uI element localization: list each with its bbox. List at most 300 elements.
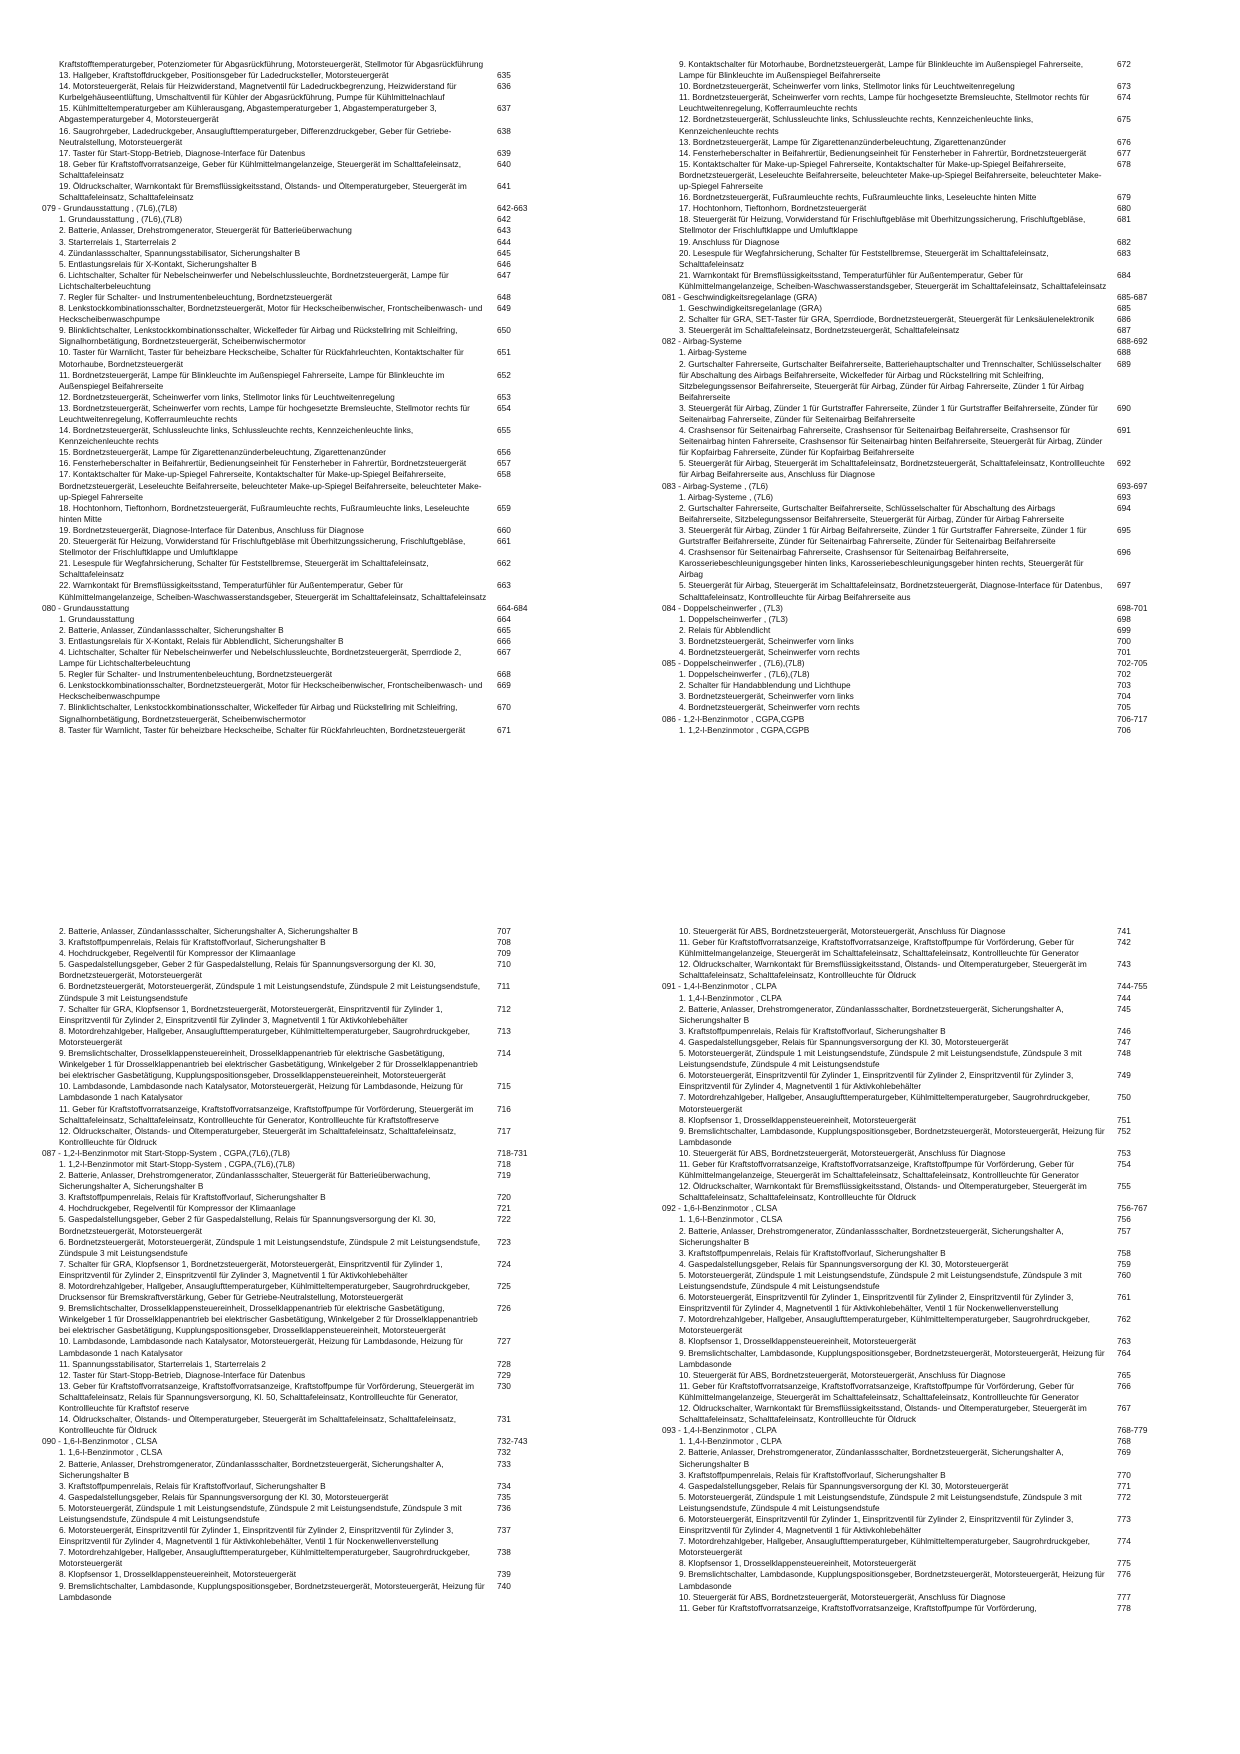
toc-entry-page: 676 [1117,136,1131,147]
toc-entry [42,1081,542,1103]
toc-entry-title: 5. Motorsteuergerät, Zündspule 1 mit Leistungsendstufe, Zündspule 2 mit Leistungsendstufe, Zündspule 3 mit Leistungsendstufe, Zündspule 4 mit Leistungsendstufe [679,1048,1082,1070]
toc-section-heading [42,203,542,214]
toc-entry-title: 12. Öldruckschalter, Warnkontakt für Bremsflüssigkeitsstand, Ölstands- und Öltemperaturgeber, Steuergerät im Schalttafeleinsatz, Schalttafeleinsatz, Kontrollleuchte für Öldruck [679,1403,1087,1425]
toc-entry-title: 1. Grundausstattung , (7L6),(7L8) [59,214,183,225]
toc-entry-title: 15. Kontaktschalter für Make-up-Spiegel Fahrerseite, Kontaktschalter für Make-up-Spiegel Beifahrerseite, Bordnetzsteuergerät, Leseleuchte Beifahrerseite, beleuchteter Make-up-Spiegel Beifahrerseite, beleuchteter Make-up-Spiegel Fahrerseite [679,158,1102,192]
toc-column-top-right [662,59,1162,736]
toc-entry-page: 681 [1117,214,1131,225]
toc-entry-page: 673 [1117,81,1131,92]
toc-entry-page: 726 [497,1303,511,1314]
toc-entry-title: 5. Gaspedalstellungsgeber, Geber 2 für Gaspedalstellung, Relais für Spannungsversorgung der Kl. 30, Bordnetzsteuergerät, Motorsteuergerät [59,959,436,981]
toc-entry [42,503,542,525]
toc-entry [662,647,1162,658]
toc-entry-title: 4. Hochdruckgeber, Regelventil für Kompressor der Klimaanlage [59,948,296,959]
toc-entry-title: 4. Bordnetzsteuergerät, Scheinwerfer vorn rechts [679,646,860,657]
toc-entry-title: 16. Saugrohrgeber, Ladedruckgeber, Ansauglufttemperaturgeber, Differenzdruckgeber, Geber für Getriebe-Neutralstellung, Motorsteuergerät [59,125,452,147]
toc-entry-page: 695 [1117,524,1131,535]
toc-entry [42,1459,542,1481]
toc-entry-title: 4. Zündanlassschalter, Spannungsstabilisator, Sicherungshalter B [59,247,301,258]
toc-entry-page: 653 [497,391,511,402]
toc-entry-page: 672 [1117,59,1131,69]
toc-entry [662,1270,1162,1292]
toc-entry [662,1492,1162,1514]
toc-entry [42,347,542,369]
toc-entry-page: 657 [497,458,511,469]
toc-entry [662,1470,1162,1481]
toc-entry-title: 17. Taster für Start-Stopp-Betrieb, Diagnose-Interface für Datenbus [59,147,306,158]
toc-entry-title: 3. Steuergerät im Schalttafeleinsatz, Bordnetzsteuergerät, Schalttafeleinsatz [679,325,960,336]
toc-entry-page: 684 [1117,269,1131,280]
toc-entry-page: 740 [497,1580,511,1591]
toc-entry-title: 8. Klopfsensor 1, Drosselklappensteuereinheit, Motorsteuergerät [679,1336,917,1347]
toc-entry [662,1037,1162,1048]
toc-entry-page: 723 [497,1236,511,1247]
toc-section-heading [662,336,1162,347]
toc-entry [42,1004,542,1026]
toc-entry [42,937,542,948]
toc-entry-title: 9. Bremslichtschalter, Lambdasonde, Kupplungspositionsgeber, Bordnetzsteuergerät, Motorsteuergerät, Heizung für Lambdasonde [679,1125,1105,1147]
toc-entry [662,1214,1162,1225]
toc-entry-title: 13. Geber für Kraftstoffvorratsanzeige, Kraftstoffvorratsanzeige, Kraftstoffpumpe für Vorförderung, Steuergerät im Schalttafeleinsatz, Relais für Spannungsversorgung, Kl. 50, Schalttafeleinsatz, Kontrollleuchte für Generator, Kontrollleuchte für Kraftstof reserve [59,1380,475,1414]
toc-entry-title: 5. Gaspedalstellungsgeber, Geber 2 für Gaspedalstellung, Relais für Spannungsversorgung der Kl. 30, Bordnetzsteuergerät, Motorsteuergerät [59,1214,436,1236]
toc-entry-title: 20. Lesespule für Wegfahrsicherung, Schalter für Feststellbremse, Steuergerät im Schalttafeleinsatz, Schalttafeleinsatz [679,247,1049,269]
toc-entry-title: 10. Steuergerät für ABS, Bordnetzsteuergerät, Motorsteuergerät, Anschluss für Diagnose [679,1147,1006,1158]
toc-entry [42,614,542,625]
toc-entry [662,926,1162,937]
toc-entry-page: 722 [497,1214,511,1225]
toc-entry-page: 668 [497,669,511,680]
toc-entry-page: 718-731 [497,1147,528,1158]
toc-entry [662,314,1162,325]
toc-entry-page: 743 [1117,959,1131,970]
toc-section-heading [662,714,1162,725]
toc-entry [662,1004,1162,1026]
toc-entry-title: 10. Taster für Warnlicht, Taster für beheizbare Heckscheibe, Schalter für Rückfahrleuchten, Kontaktschalter für Motorhaube, Bordnetzsteuergerät [59,347,464,369]
toc-entry-title: 16. Bordnetzsteuergerät, Fußraumleuchte rechts, Fußraumleuchte links, Leseleuchte hinten Mitte [679,192,1037,203]
toc-entry [662,1603,1162,1614]
toc-entry [42,1481,542,1492]
toc-entry [42,1170,542,1192]
toc-entry [662,425,1162,458]
toc-entry [662,580,1162,602]
toc-entry-title: 4. Hochdruckgeber, Regelventil für Kompressor der Klimaanlage [59,1203,296,1214]
toc-entry-title: 3. Bordnetzsteuergerät, Scheinwerfer vorn links [679,691,854,702]
toc-entry-page: 704 [1117,691,1131,702]
toc-entry [42,370,542,392]
toc-entry-title: 7. Regler für Schalter- und Instrumentenbeleuchtung, Bordnetzsteuergerät [59,291,333,302]
toc-entry [662,1447,1162,1469]
toc-entry [42,580,542,602]
toc-entry-title: 14. Fensterheberschalter in Beifahrertür, Bedienungseinheit für Fensterheber in Fahrertür, Bordnetzsteuergerät [679,147,1087,158]
toc-entry [662,625,1162,636]
toc-entry-page: 760 [1117,1269,1131,1280]
toc-entry-title: 082 - Airbag-Systeme [662,336,742,347]
toc-entry [662,325,1162,336]
toc-entry [42,237,542,248]
toc-entry [42,1370,542,1381]
toc-entry-page: 640 [497,158,511,169]
toc-entry-page: 686 [1117,314,1131,325]
toc-entry [662,1148,1162,1159]
toc-entry-page: 655 [497,425,511,436]
toc-entry [662,1370,1162,1381]
toc-entry-title: 10. Steuergerät für ABS, Bordnetzsteuergerät, Motorsteuergerät, Anschluss für Diagnose [679,926,1006,936]
toc-entry-title: 11. Geber für Kraftstoffvorratsanzeige, Kraftstoffvorratsanzeige, Kraftstoffpumpe für Vorförderung, [679,1602,1037,1613]
toc-entry [42,181,542,203]
toc-entry-page: 688 [1117,347,1131,358]
toc-entry-title: 080 - Grundausstattung [42,602,130,613]
toc-entry [662,237,1162,248]
toc-entry-title: 1. Grundausstattung [59,613,135,624]
toc-entry-title: 3. Kraftstoffpumpenrelais, Relais für Kraftstoffvorlauf, Sicherungshalter B [59,1480,326,1491]
toc-entry-title: 21. Lesespule für Wegfahrsicherung, Schalter für Feststellbremse, Steuergerät im Schalttafeleinsatz, Schalttafeleinsatz [59,558,429,580]
toc-entry-title: 11. Spannungsstabilisator, Starterrelais 1, Starterrelais 2 [59,1358,266,1369]
toc-entry-title: 4. Crashsensor für Seitenairbag Fahrerseite, Crashsensor für Seitenairbag Beifahrerseite, Karosseriebeschleunigungsgeber hinten links, Karosseriebeschleunigungsgeber hinten rechts, Steuergerät für Airbag [679,547,1084,580]
toc-entry-page: 720 [497,1192,511,1203]
toc-entry-page: 728 [497,1358,511,1369]
toc-entry-page: 776 [1117,1569,1131,1580]
toc-entry-title: 6. Bordnetzsteuergerät, Motorsteuergerät, Zündspule 1 mit Leistungsendstufe, Zündspule 2 mit Leistungsendstufe, Zündspule 3 mit Leistungsendstufe [59,1236,481,1258]
toc-entry-page: 727 [497,1336,511,1347]
toc-entry-page: 747 [1117,1036,1131,1047]
toc-entry-title: 12. Bordnetzsteuergerät, Scheinwerfer vorn links, Stellmotor links für Leuchtweitenregelung [59,391,395,402]
toc-entry-page: 775 [1117,1558,1131,1569]
toc-entry [42,1381,542,1414]
toc-entry [662,691,1162,702]
toc-entry-title: 5. Motorsteuergerät, Zündspule 1 mit Leistungsendstufe, Zündspule 2 mit Leistungsendstufe, Zündspule 3 mit Leistungsendstufe, Zündspule 4 mit Leistungsendstufe [679,1491,1082,1513]
toc-entry [42,981,542,1003]
toc-entry-title: 11. Geber für Kraftstoffvorratsanzeige, Kraftstoffvorratsanzeige, Kraftstoffpumpe für Vorförderung, Geber für Kühlmittelmangelanzeige, Steuergerät im Schalttafeleinsatz, Schalttafeleinsatz, Kontrollleuchte für Generator [679,937,1079,959]
toc-entry-title: 8. Klopfsensor 1, Drosselklappensteuereinheit, Motorsteuergerät [59,1569,297,1580]
toc-entry [42,392,542,403]
toc-entry-title: 9. Bremslichtschalter, Lambdasonde, Kupplungspositionsgeber, Bordnetzsteuergerät, Motorsteuergerät, Heizung für Lambdasonde [679,1569,1105,1591]
toc-entry-page: 733 [497,1458,511,1469]
toc-entry [662,1181,1162,1203]
toc-entry-page: 636 [497,81,511,92]
toc-entry-title: 084 - Doppelscheinwerfer , (7L3) [662,602,783,613]
toc-entry [42,1126,542,1148]
toc-entry-page: 666 [497,635,511,646]
toc-entry-title: 5. Steuergerät für Airbag, Steuergerät im Schalttafeleinsatz, Bordnetzsteuergerät, Schalttafeleinsatz, Kontrollleuchte für Airbag Beifahrerseite aus, Anschluss für Diagnose [679,458,1105,480]
toc-entry-page: 651 [497,347,511,358]
toc-section-heading [662,292,1162,303]
toc-entry-page: 670 [497,702,511,713]
toc-entry-page: 745 [1117,1003,1131,1014]
toc-entry-title: 15. Bordnetzsteuergerät, Lampe für Zigarettenanzünderbeleuchtung, Zigarettenanzünder [59,447,387,458]
toc-entry-title: 11. Geber für Kraftstoffvorratsanzeige, Kraftstoffvorratsanzeige, Kraftstoffpumpe für Vorförderung, Geber für Kühlmittelmangelanzeige, Steuergerät im Schalttafeleinsatz, Schalttafeleinsatz, Kontrollleuchte für Generator [679,1380,1079,1402]
toc-entry-page: 683 [1117,247,1131,258]
toc-entry-page: 768 [1117,1436,1131,1447]
toc-entry-page: 677 [1117,147,1131,158]
toc-entry-page: 635 [497,70,511,81]
toc-entry-page: 698-701 [1117,602,1148,613]
toc-entry [662,59,1162,81]
toc-entry-title: 12. Öldruckschalter, Ölstands- und Öltemperaturgeber, Steuergerät im Schalttafeleinsatz, Schalttafeleinsatz, Kontrollleuchte für Öldruck [59,1125,457,1147]
toc-entry-title: 7. Blinklichtschalter, Lenkstockkombinationsschalter, Wickelfeder für Airbag und Rückstellring mit Schleifring, Signalhornbetätigung, Bordnetzsteuergerät, Scheibenwischermotor [59,702,458,724]
toc-entry-page: 639 [497,147,511,158]
toc-entry-title: 7. Motordrehzahlgeber, Hallgeber, Ansauglufttemperaturgeber, Kühlmitteltemperaturgeber, Saugrohrdruckgeber, Motorsteuergerät [679,1314,1090,1336]
toc-entry-page: 742 [1117,937,1131,948]
toc-entry [662,114,1162,136]
toc-entry [42,225,542,236]
toc-entry-page: 768-779 [1117,1425,1148,1436]
toc-entry-title: 17. Kontaktschalter für Make-up-Spiegel Fahrerseite, Kontaktschalter für Make-up-Spiegel Beifahrerseite, Bordnetzsteuergerät, Leseleuchte Beifahrerseite, beleuchteter Make-up-Spiegel Beifahrerseite, beleuchteter Make-up-Spiegel Fahrerseite [59,469,482,502]
toc-entry-title: 2. Relais für Abblendlicht [679,624,771,635]
toc-entry-page: 661 [497,536,511,547]
toc-section-heading [42,603,542,614]
toc-entry-title: 12. Öldruckschalter, Warnkontakt für Bremsflüssigkeitsstand, Ölstands- und Öltemperaturgeber, Steuergerät im Schalttafeleinsatz, Schalttafeleinsatz, Kontrollleuchte für Öldruck [679,1181,1087,1203]
toc-entry [662,1436,1162,1447]
toc-entry-title: 093 - 1,4-l-Benzinmotor , CLPA [662,1425,777,1436]
toc-entry [662,270,1162,292]
toc-entry [42,1447,542,1458]
toc-entry [42,1203,542,1214]
toc-entry-title: 13. Bordnetzsteuergerät, Lampe für Zigarettenanzünderbeleuchtung, Zigarettenanzünder [679,136,1007,147]
toc-entry-page: 698 [1117,613,1131,624]
toc-entry [42,1026,542,1048]
toc-entry-title: 21. Warnkontakt für Bremsflüssigkeitsstand, Temperaturfühler für Außentemperatur, Geber für Kühlmittelmangelanzeige, Scheiben-Waschwasserstandsgeber, Steuergerät im Schalttafeleinsatz, Schalttafeleinsatz [679,269,1107,291]
toc-entry [42,447,542,458]
toc-entry-page: 739 [497,1569,511,1580]
toc-entry-title: 10. Lambdasonde, Lambdasonde nach Katalysator, Motorsteuergerät, Heizung für Lambdasonde, Heizung für Lambdasonde 1 nach Katalysator [59,1336,464,1358]
toc-entry [662,1159,1162,1181]
toc-entry-page: 757 [1117,1225,1131,1236]
toc-entry [42,458,542,469]
toc-section-heading [662,1425,1162,1436]
toc-entry-page: 750 [1117,1092,1131,1103]
toc-entry-title: 2. Batterie, Anlasser, Drehstromgenerator, Zündanlassschalter, Bordnetzsteuergerät, Sicherungshalter A, Sicherungshalter B [679,1225,1064,1247]
toc-entry [42,248,542,259]
toc-column-bottom-right [662,926,1162,1614]
toc-entry [42,647,542,669]
toc-entry [42,680,542,702]
toc-entry [662,192,1162,203]
toc-entry [662,359,1162,403]
toc-section-heading [662,603,1162,614]
toc-entry-title: 20. Steuergerät für Heizung, Vorwiderstand für Frischluftgebläse mit Überhitzungssicherung, Frischluftgebläse, Stellmotor der Frischluftklappe und Umluftklappe [59,536,466,558]
toc-entry-title: 8. Taster für Warnlicht, Taster für beheizbare Heckscheibe, Schalter für Rückfahrleuchten, Bordnetzsteuergerät [59,724,466,735]
toc-entry [42,292,542,303]
toc-entry-page: 689 [1117,358,1131,369]
toc-entry [42,469,542,502]
toc-entry [42,1336,542,1358]
toc-entry-title: 5. Steuergerät für Airbag, Steuergerät im Schalttafeleinsatz, Bordnetzsteuergerät, Diagnose-Interface für Datenbus, Schalttafeleinsatz, Kontrollleuchte für Airbag Beifahrerseite aus [679,580,1103,602]
toc-entry-title: 6. Lenkstockkombinationsschalter, Bordnetzsteuergerät, Motor für Heckscheibenwischer, Frontscheibenwasch- und Heckscheibenwaschpumpe [59,680,483,702]
toc-entry [662,492,1162,503]
toc-entry-page: 662 [497,558,511,569]
toc-entry-title: 6. Motorsteuergerät, Einspritzventil für Zylinder 1, Einspritzventil für Zylinder 2, Einspritzventil für Zylinder 3, Einspritzventil für Zylinder 4, Magnetventil 1 für Aktivkohlebehälter, Ventil 1 für Nockenwellenverstellung [679,1292,1074,1314]
toc-entry-title: 22. Warnkontakt für Bremsflüssigkeitsstand, Temperaturfühler für Außentemperatur, Geber für Kühlmittelmangelanzeige, Scheiben-Waschwasserstandsgeber, Steuergerät im Schalttafeleinsatz, Schalttafeleinsatz [59,580,487,602]
toc-entry-page: 687 [1117,325,1131,336]
toc-entry-page: 719 [497,1170,511,1181]
toc-entry-page: 735 [497,1491,511,1502]
toc-entry-title: 8. Lenkstockkombinationsschalter, Bordnetzsteuergerät, Motor für Heckscheibenwischer, Frontscheibenwasch- und Heckscheibenwaschpumpe [59,303,483,325]
toc-entry [662,1115,1162,1126]
toc-entry-page: 647 [497,269,511,280]
toc-entry-page: 679 [1117,192,1131,203]
toc-entry [42,403,542,425]
toc-entry-title: 9. Bremslichtschalter, Lambdasonde, Kupplungspositionsgeber, Bordnetzsteuergerät, Motorsteuergerät, Heizung für Lambdasonde [59,1580,485,1602]
toc-entry-title: 3. Steuergerät für Airbag, Zünder 1 für Airbag Beifahrerseite, Zünder 1 für Gurtstraffer Fahrerseite, Zünder 1 für Gurtstraffer Beifahrerseite, Zünder für Seitenairbag Fahrerseite, Zünder für Seitenairbag Beifahrerseite [679,524,1087,547]
toc-entry-page: 645 [497,247,511,258]
toc-entry [42,558,542,580]
toc-entry [42,1525,542,1547]
toc-entry-title: 1. 1,4-l-Benzinmotor , CLPA [679,1436,782,1447]
toc-entry [662,937,1162,959]
toc-entry-page: 642 [497,214,511,225]
toc-entry-title: 2. Batterie, Anlasser, Zündanlassschalter, Sicherungshalter A, Sicherungshalter B [59,926,358,936]
toc-entry [42,1104,542,1126]
toc-entry-title: 4. Gaspedalstellungsgeber, Relais für Spannungsversorgung der Kl. 30, Motorsteuergerät [679,1036,1009,1047]
toc-entry [662,1592,1162,1603]
toc-entry [662,1026,1162,1037]
toc-entry-page: 654 [497,402,511,413]
toc-entry-title: 3. Starterrelais 1, Starterrelais 2 [59,236,177,247]
toc-entry-title: 14. Bordnetzsteuergerät, Schlussleuchte links, Schlussleuchte rechts, Kennzeichenleuchte links, Kennzeichenleuchte rechts [59,425,414,447]
toc-entry-title: 1. 1,2-l-Benzinmotor mit Start-Stopp-System , CGPA,(7L6),(7L8) [59,1158,295,1169]
toc-entry-page: 773 [1117,1513,1131,1524]
toc-entry-title: 7. Schalter für GRA, Klopfsensor 1, Bordnetzsteuergerät, Motorsteuergerät, Einspritzventil für Zylinder 1, Einspritzventil für Zylinder 2, Einspritzventil für Zylinder 3, Magnetventil 1 für Aktivkohlebehälter [59,1003,443,1025]
toc-entry [662,1126,1162,1148]
toc-entry-page: 692 [1117,458,1131,469]
toc-entry-page: 763 [1117,1336,1131,1347]
toc-entry [42,636,542,647]
toc-entry [662,1070,1162,1092]
toc-section-heading [42,1148,542,1159]
toc-entry [42,103,542,125]
toc-entry [42,1237,542,1259]
toc-entry [662,1248,1162,1259]
toc-entry-title: 14. Öldruckschalter, Ölstands- und Öltemperaturgeber, Steuergerät im Schalttafeleinsatz, Schalttafeleinsatz, Kontrollleuchte für Öldruck [59,1414,457,1436]
toc-entry [42,425,542,447]
toc-entry-title: 2. Gurtschalter Fahrerseite, Gurtschalter Beifahrerseite, Batteriehauptschalter und Trennschalter, Schlüsselschalter für Abschaltung des Airbags Beifahrerseite, Wickelfeder für Airbag und Rückstellring mit Schleifring, Sitzbelegungssensor Beifahrerseite, Steuergerät für Airbag, Zünder für Airbag Fahrerseite, Zünder 1 für Airbag Beifahrerseite [679,358,1102,402]
toc-entry-page: 664-684 [497,602,528,613]
toc-entry [42,1214,542,1236]
toc-entry-title: 086 - 1,2-l-Benzinmotor , CGPA,CGPB [662,713,805,724]
toc-entry [662,347,1162,358]
toc-entry [42,669,542,680]
toc-entry [42,536,542,558]
toc-entry-title: 19. Bordnetzsteuergerät, Diagnose-Interface für Datenbus, Anschluss für Diagnose [59,524,364,535]
toc-entry-title: 11. Bordnetzsteuergerät, Scheinwerfer vorn rechts, Lampe für hochgesetzte Bremsleuchte, Stellmotor rechts für Leuchtweitenregelung, Kofferraumleuchte rechts [679,92,1090,114]
toc-entry [42,1303,542,1336]
toc-entry [42,1192,542,1203]
toc-entry-page: 706 [1117,724,1131,735]
toc-entry [662,1569,1162,1591]
toc-entry-title: 4. Gaspedalstellungsgeber, Relais für Spannungsversorgung der Kl. 30, Motorsteuergerät [679,1258,1009,1269]
toc-entry-page: 709 [497,948,511,959]
toc-entry-title: 8. Klopfsensor 1, Drosselklappensteuereinheit, Motorsteuergerät [679,1114,917,1125]
toc-entry [662,1381,1162,1403]
toc-entry-page: 693-697 [1117,480,1148,491]
toc-entry-page: 648 [497,291,511,302]
toc-entry-page: 649 [497,303,511,314]
toc-entry-page: 637 [497,103,511,114]
toc-entry-title: 9. Bremslichtschalter, Lambdasonde, Kupplungspositionsgeber, Bordnetzsteuergerät, Motorsteuergerät, Heizung für Lambdasonde [679,1347,1105,1369]
toc-entry-page: 659 [497,502,511,513]
toc-entry-title: 13. Bordnetzsteuergerät, Scheinwerfer vorn rechts, Lampe für hochgesetzte Bremsleuchte, Stellmotor rechts für Leuchtweitenregelung, Kofferraumleuchte rechts [59,402,470,424]
toc-entry-title: 19. Anschluss für Diagnose [679,236,780,247]
toc-entry-page: 680 [1117,203,1131,214]
toc-entry [662,1536,1162,1558]
toc-entry-page: 642-663 [497,203,528,214]
toc-entry-page: 771 [1117,1480,1131,1491]
toc-entry-page: 764 [1117,1347,1131,1358]
toc-entry-title: 3. Kraftstoffpumpenrelais, Relais für Kraftstoffvorlauf, Sicherungshalter B [679,1247,946,1258]
toc-entry-page: 770 [1117,1469,1131,1480]
toc-entry-page: 736 [497,1502,511,1513]
toc-entry-title: 6. Motorsteuergerät, Einspritzventil für Zylinder 1, Einspritzventil für Zylinder 2, Einspritzventil für Zylinder 3, Einspritzventil für Zylinder 4, Magnetventil 1 für Aktivkohlebehälter, Ventil 1 für Nockenwellenverstellung [59,1525,454,1547]
toc-entry-page: 732 [497,1447,511,1458]
toc-entry [662,669,1162,680]
toc-entry-page: 732-743 [497,1436,528,1447]
toc-entry-title: 10. Bordnetzsteuergerät, Scheinwerfer vorn links, Stellmotor links für Leuchtweitenregelung [679,81,1015,92]
toc-entry [42,959,542,981]
toc-entry-title: 3. Bordnetzsteuergerät, Scheinwerfer vorn links [679,635,854,646]
toc-entry-title: 9. Blinklichtschalter, Lenkstockkombinationsschalter, Wickelfeder für Airbag und Rückstellring mit Schleifring, Signalhornbetätigung, Bordnetzsteuergerät, Scheibenwischermotor [59,325,458,347]
toc-entry-title: 8. Motordrehzahlgeber, Hallgeber, Ansauglufttemperaturgeber, Kühlmitteltemperaturgeber, Saugrohrdruckgeber, Motorsteuergerät [59,1025,470,1047]
toc-entry-title: 5. Motorsteuergerät, Zündspule 1 mit Leistungsendstufe, Zündspule 2 mit Leistungsendstufe, Zündspule 3 mit Leistungsendstufe, Zündspule 4 mit Leistungsendstufe [59,1502,462,1524]
toc-entry-page: 696 [1117,547,1131,558]
toc-entry [42,59,542,70]
toc-entry-title: 3. Kraftstoffpumpenrelais, Relais für Kraftstoffvorlauf, Sicherungshalter B [59,1192,326,1203]
toc-entry-page: 705 [1117,702,1131,713]
toc-entry-page: 667 [497,646,511,657]
toc-entry-page: 664 [497,613,511,624]
toc-entry-title: 2. Schalter für GRA, SET-Taster für GRA, Sperrdiode, Bordnetzsteuergerät, Steuergerät für Lenksäulenelektronik [679,314,1095,325]
toc-entry [662,959,1162,981]
toc-entry-title: 3. Steuergerät für Airbag, Zünder 1 für Gurtstraffer Fahrerseite, Zünder 1 für Gurtstraffer Beifahrerseite, Zünder für Seitenairbag Fahrerseite, Zünder für Seitenairbag Beifahrerseite [679,402,1098,424]
toc-entry [662,1348,1162,1370]
toc-entry-title: 8. Motordrehzahlgeber, Hallgeber, Ansauglufttemperaturgeber, Kühlmitteltemperaturgeber, Saugrohrdruckgeber, Drucksensor für Bremskraftverstärkung, Geber für Getriebe-Neutralstellung, Motorsteuergerät [59,1281,470,1303]
toc-entry-title: 9. Bremslichtschalter, Drosselklappensteuereinheit, Drosselklappenantrieb für elektrische Gasbetätigung, Winkelgeber 1 für Drosselklappenantrieb bei elektrischer Gasbetätigung, Winkelgeber 2 für Drosselklappenantrieb bei elektrischer Gasbetätigung, Kupplungspositionsgeber, Drosselklappensteuereinheit, Motorsteuergerät [59,1303,478,1336]
toc-entry [662,702,1162,713]
toc-entry-title: 10. Lambdasonde, Lambdasonde nach Katalysator, Motorsteuergerät, Heizung für Lambdasonde, Heizung für Lambdasonde 1 nach Katalysator [59,1081,464,1103]
toc-entry [42,625,542,636]
toc-entry-title: 2. Schalter für Handabblendung und Lichthupe [679,680,851,691]
toc-entry [42,214,542,225]
toc-entry [662,503,1162,525]
toc-entry [42,725,542,736]
toc-entry-page: 737 [497,1525,511,1536]
toc-entry-page: 685-687 [1117,291,1148,302]
toc-entry-title: 7. Motordrehzahlgeber, Hallgeber, Ansauglufttemperaturgeber, Kühlmitteltemperaturgeber, Saugrohrdruckgeber, Motorsteuergerät [679,1092,1090,1114]
toc-section-heading [662,981,1162,992]
toc-entry [662,1259,1162,1270]
toc-entry-title: 1. 1,6-l-Benzinmotor , CLSA [679,1214,783,1225]
toc-entry [662,1048,1162,1070]
toc-section-heading [662,658,1162,669]
toc-entry [42,303,542,325]
toc-entry-page: 641 [497,181,511,192]
toc-entry-page: 708 [497,937,511,948]
toc-entry-page: 711 [497,981,511,992]
toc-entry-page: 730 [497,1380,511,1391]
toc-entry-title: 081 - Geschwindigkeitsregelanlage (GRA) [662,291,817,302]
toc-entry-title: 4. Crashsensor für Seitenairbag Fahrerseite, Crashsensor für Seitenairbag Beifahrerseite, Crashsensor für Seitenairbag hinten Fahrerseite, Crashsensor für Seitenairbag hinten Beifahrerseite, Steuergerät für Airbag, Zünder für Kopfairbag Fahrerseite, Zünder für Kopfairbag Beifahrerseite [679,425,1103,458]
toc-entry-page: 694 [1117,502,1131,513]
toc-entry-page: 663 [497,580,511,591]
toc-entry-title: 10. Steuergerät für ABS, Bordnetzsteuergerät, Motorsteuergerät, Anschluss für Diagnose [679,1369,1006,1380]
toc-entry-page: 754 [1117,1158,1131,1169]
toc-entry-page: 756-767 [1117,1203,1148,1214]
toc-entry [662,1092,1162,1114]
toc-entry [662,1314,1162,1336]
toc-entry-title: 079 - Grundausstattung , (7L6),(7L8) [42,203,178,214]
toc-entry-page: 700 [1117,635,1131,646]
toc-entry [42,702,542,724]
toc-entry-page: 716 [497,1103,511,1114]
